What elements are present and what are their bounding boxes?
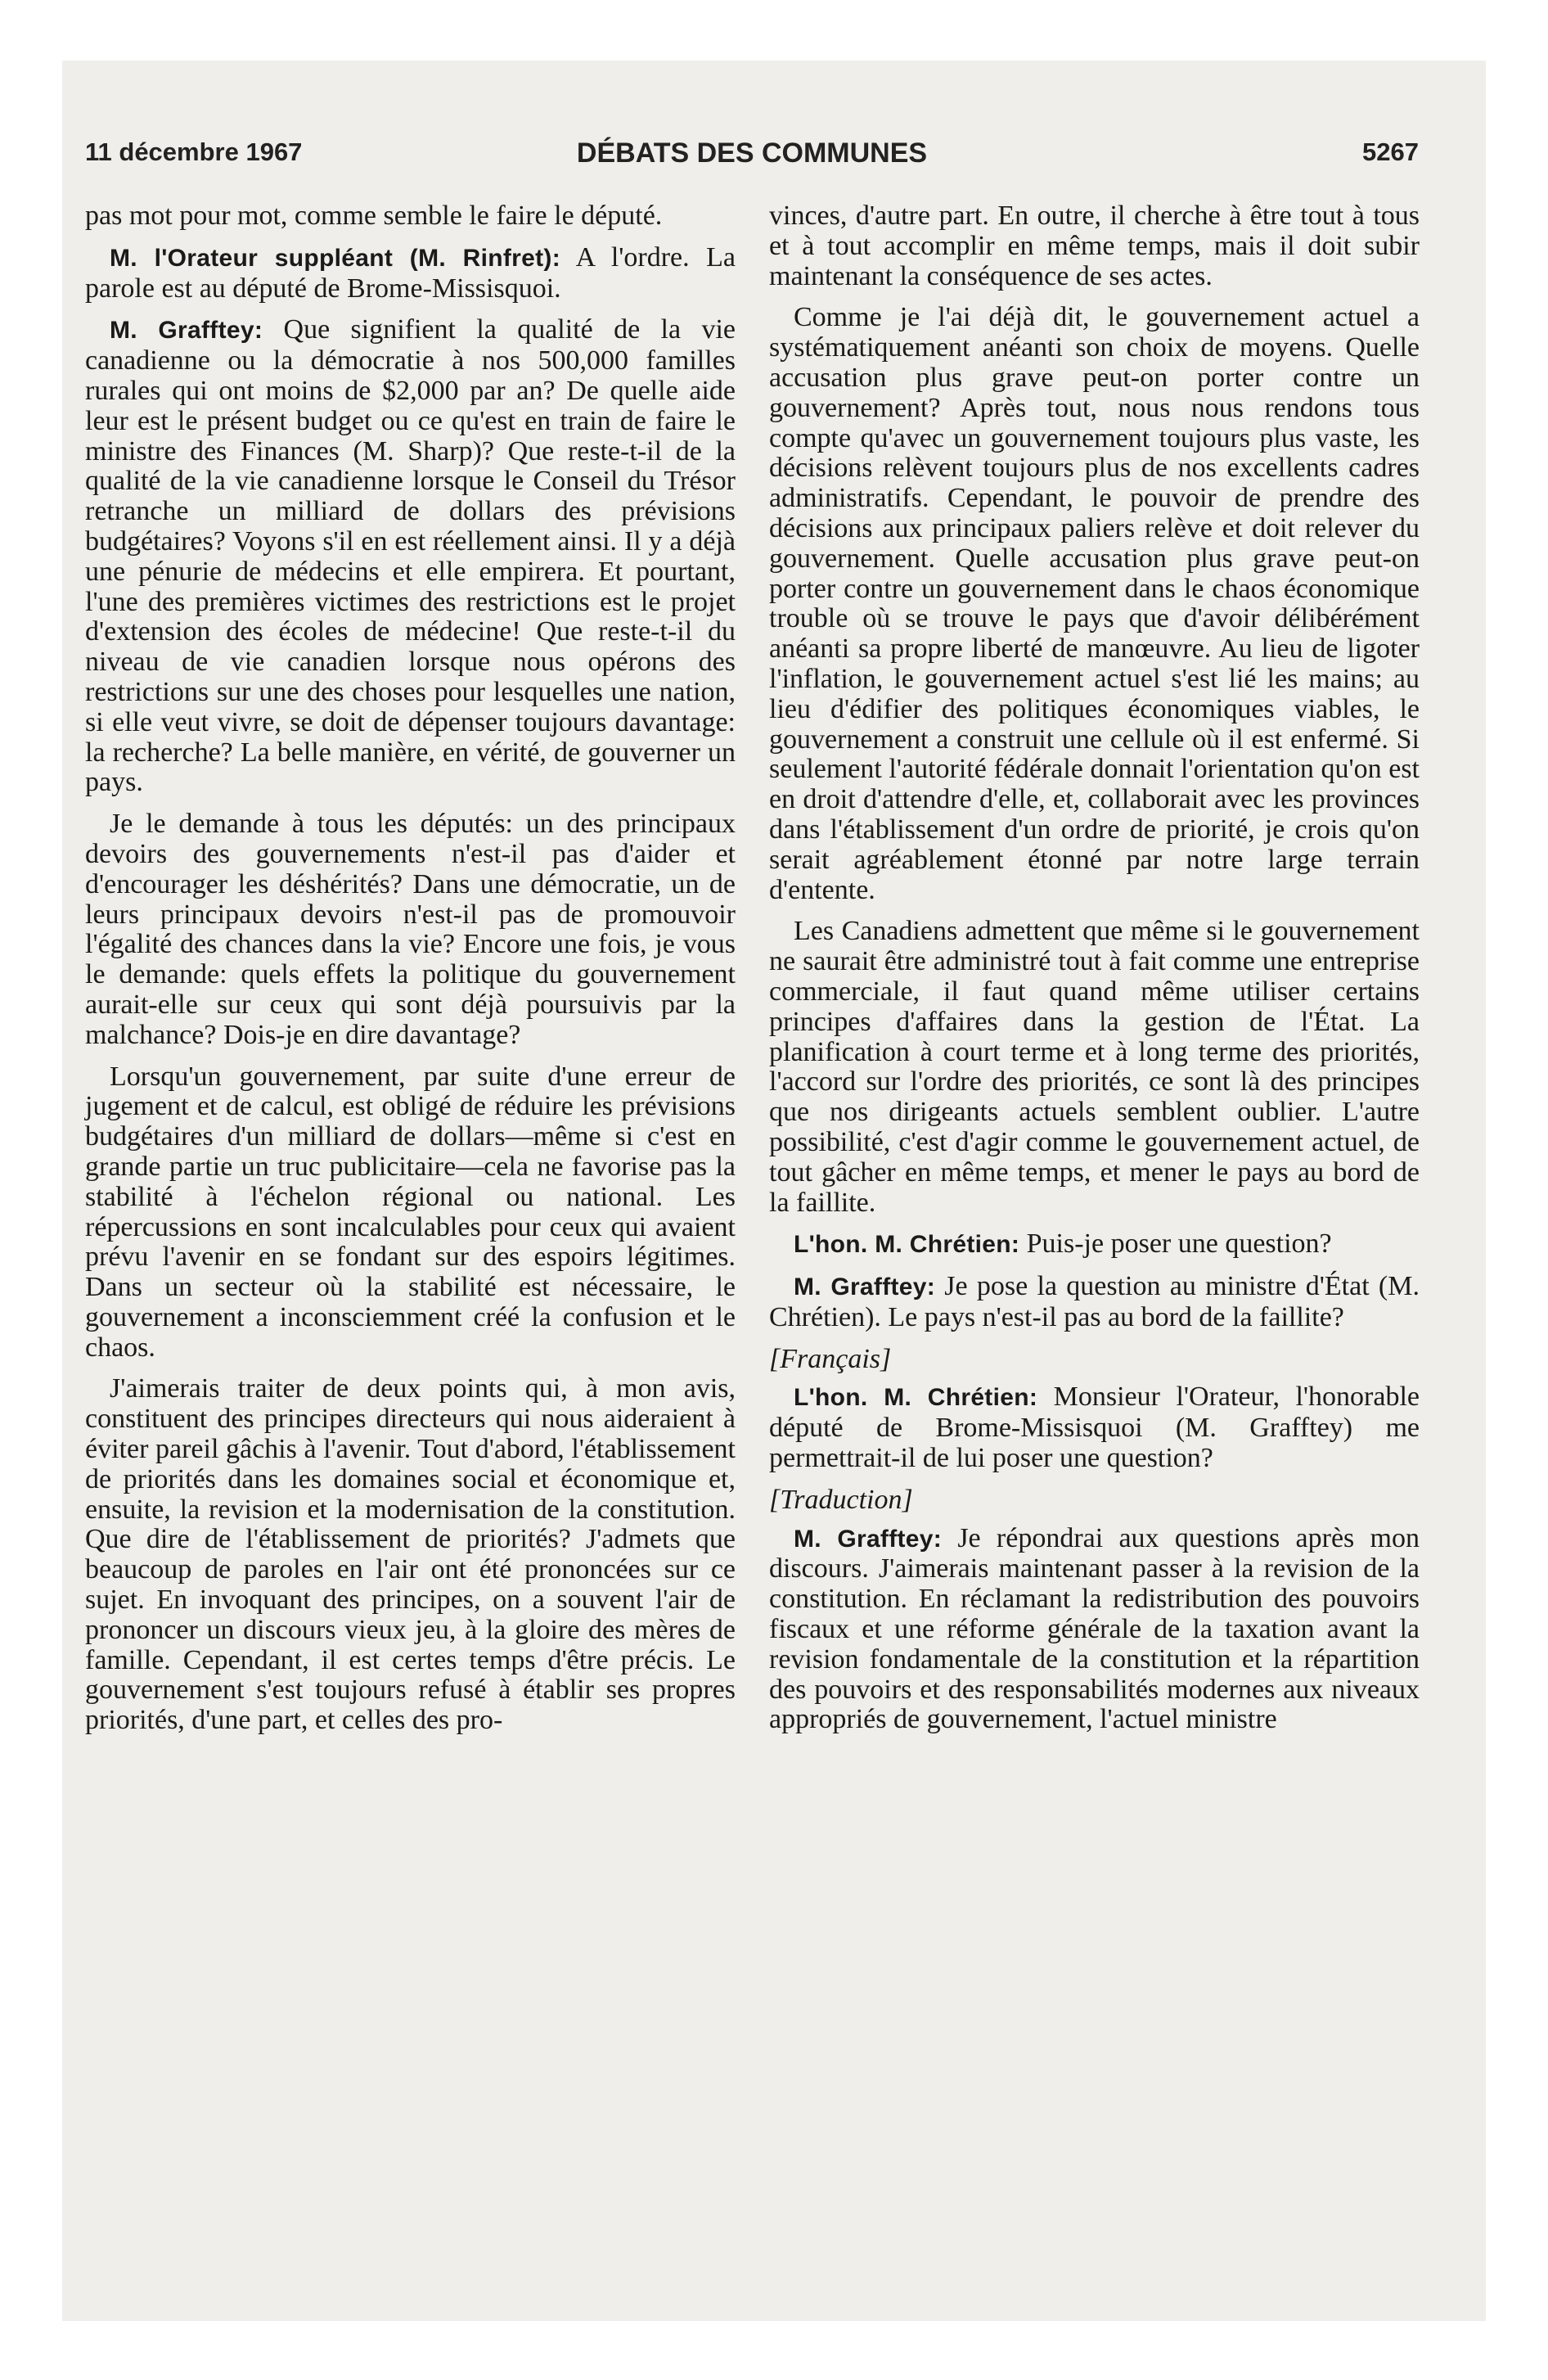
paragraph-text: Les Canadiens admettent que même si le gouvernement ne saurait être administré tout à fait comme une entreprise commerciale, il faut quand même utiliser certains principes d'affaires dans la gestion de l'État. La planification à court terme et à long terme des priorités, l'accord sur l'ordre des priorités, ce sont là des principes que nos dirigeants actuels semblent oublier. L'autre possibilité, c'est d'agir comme le gouvernement actuel, de tout gâcher en même temps, et mener le pays au bord de la faillite. <box>769 916 1420 1218</box>
paragraph-text: Lorsqu'un gouvernement, par suite d'une erreur de jugement et de calcul, est obligé de réduire les prévisions budgétaires d'un milliard de dollars—même si c'est en grande partie un truc publicitaire—cela ne favorise pas la stabilité à l'échelon régional ou national. Les répercussions en sont incalculables pour ceux qui avaient prévu l'avenir en se fondant sur des espoirs légitimes. Dans un secteur où la stabilité est nécessaire, le gouvernement a inconsciemment créé la confusion et le chaos. <box>85 1061 736 1363</box>
paragraph-text: pas mot pour mot, comme semble le faire le député. <box>85 201 663 231</box>
language-marker <box>769 1485 1420 1516</box>
paragraph-text: Je le demande à tous les députés: un des principaux devoirs des gouvernements n'est-il pas d'aider et d'encourager les déshérités? Dans une démocratie, un de leurs principaux devoirs n'est-il pas de promouvoir l'égalité des chances dans la vie? Encore une fois, je vous le demande: quels effets la politique du gouvernement aurait-elle sur ceux qui sont déjà poursuivis par la malchance? Dois-je en dire davantage? <box>85 809 736 1050</box>
marker-text: [Français] <box>769 1343 892 1374</box>
paragraph-text: vinces, d'autre part. En outre, il cherche à être tout à tous et à tout accomplir en même temps, mais il doit subir maintenant la conséquence de ses actes. <box>769 201 1420 291</box>
speaker-name: M. Grafftey: <box>794 1525 943 1553</box>
speech-text: Je pose la question au ministre d'État (M. Chrétien). Le pays n'est-il pas au bord de la faillite? <box>769 1271 1420 1332</box>
speech-text: A l'ordre. La parole est au député de Brome-Missisquoi. <box>85 241 736 304</box>
header-date: 11 décembre 1967 <box>85 137 303 166</box>
paragraph <box>769 917 1420 1218</box>
page-number: 5267 <box>1362 137 1419 166</box>
right-column <box>769 201 1420 1747</box>
language-marker <box>769 1345 1420 1375</box>
speech <box>769 1272 1420 1333</box>
speaker-name: M. Grafftey: <box>794 1273 936 1301</box>
speech <box>85 243 736 304</box>
header-title: DÉBATS DES COMMUNES <box>576 137 928 169</box>
speaker-name: L'hon. M. Chrétien: <box>794 1231 1020 1259</box>
page-header <box>85 137 1419 178</box>
paragraph <box>85 809 736 1050</box>
speech-text: Je répondrai aux questions après mon discours. J'aimerais maintenant passer à la revision de la constitution. En réclamant la redistribution des pouvoirs fiscaux et une réforme générale de la taxation avant la revision fondamentale de la constitution et la répartition des pouvoirs et des responsabilités modernes aux niveaux appropriés de gouvernement, l'actuel ministre <box>769 1522 1420 1735</box>
paragraph <box>85 1062 736 1364</box>
speaker-name: L'hon. M. Chrétien: <box>794 1384 1038 1412</box>
paragraph <box>769 303 1420 905</box>
speaker-name: M. l'Orateur suppléant (M. Rinfret): <box>110 244 560 272</box>
paragraph-text: Comme je l'ai déjà dit, le gouvernement actuel a systématiquement anéanti son choix de moyens. Quelle accusation plus grave peut-on porter contre un gouvernement? Après tout, nous nous rendons tous compte qu'avec un gouvernement toujours plus vaste, les décisions relèvent toujours plus de nos excellents cadres administratifs. Cependant, le pouvoir de prendre des décisions aux principaux paliers relève et doit relever du gouvernement. Quelle accusation plus grave peut-on porter contre un gouvernement dans le chaos économique trouble où se trouve le pays que d'avoir délibérément anéanti sa propre liberté de manœuvre. Au lieu de ligoter l'inflation, le gouvernement actuel s'est lié les mains; au lieu d'édifier des politiques économiques viables, le gouvernement a construit une cellule où il est enfermé. Si seulement l'autorité fédérale donnait l'orientation qu'on est en droit d'attendre d'elle, et, collaborait avec les provinces dans l'établissement d'un ordre de priorité, je crois qu'on serait agréablement étonné par notre large terrain d'entente. <box>769 302 1420 905</box>
marker-text: [Traduction] <box>769 1484 913 1515</box>
speech <box>769 1382 1420 1473</box>
paragraph <box>85 201 736 232</box>
paragraph <box>769 201 1420 291</box>
speech <box>85 315 736 798</box>
speech-text: Que signifient la qualité de la vie canadienne ou la démocratie à nos 500,000 familles rurales qui ont moins de $2,000 par an? De quelle aide leur est le présent budget ou ce qu'est en train de faire le ministre des Finances (M. Sharp)? Que reste-t-il de la qualité de la vie canadienne lorsque le Conseil du Trésor retranche un milliard de dollars des prévisions budgétaires? Voyons s'il en est réellement ainsi. Il y a déjà une pénurie de médecins et elle empirera. Et pourtant, l'une des premières victimes des restrictions est le projet d'extension des écoles de médecine! Que reste-t-il du niveau de vie canadien lorsque nous opérons des restrictions sur une des choses pour lesquelles une nation, si elle veut vivre, se doit de dépenser toujours davantage: la recherche? La belle manière, en vérité, de gouverner un pays. <box>85 314 736 798</box>
speech-text: Monsieur l'Orateur, l'honorable député de Brome-Missisquoi (M. Grafftey) me permettrait-il de lui poser une question? <box>769 1382 1420 1474</box>
speech <box>769 1524 1420 1736</box>
speech <box>769 1229 1420 1260</box>
speaker-name: M. Grafftey: <box>110 317 263 345</box>
paragraph <box>85 1374 736 1736</box>
speech-text: Puis-je poser une question? <box>1019 1228 1332 1260</box>
left-column <box>85 201 736 1747</box>
paragraph-text: J'aimerais traiter de deux points qui, à mon avis, constituent des principes directeurs qui nous aideraient à éviter pareil gâchis à l'avenir. Tout d'abord, l'établissement de priorités dans les domaines social et économique et, ensuite, la revision et la modernisation de la constitution. Que dire de l'établissement de priorités? J'admets que beaucoup de paroles en l'air ont été prononcées sur ce sujet. En invoquant des principes, on a souvent l'air de prononcer un discours vieux jeu, à la gloire des mères de famille. Cependant, il est certes temps d'être précis. Le gouvernement s'est toujours refusé à établir ses propres priorités, d'une part, et celles des pro- <box>85 1373 736 1736</box>
